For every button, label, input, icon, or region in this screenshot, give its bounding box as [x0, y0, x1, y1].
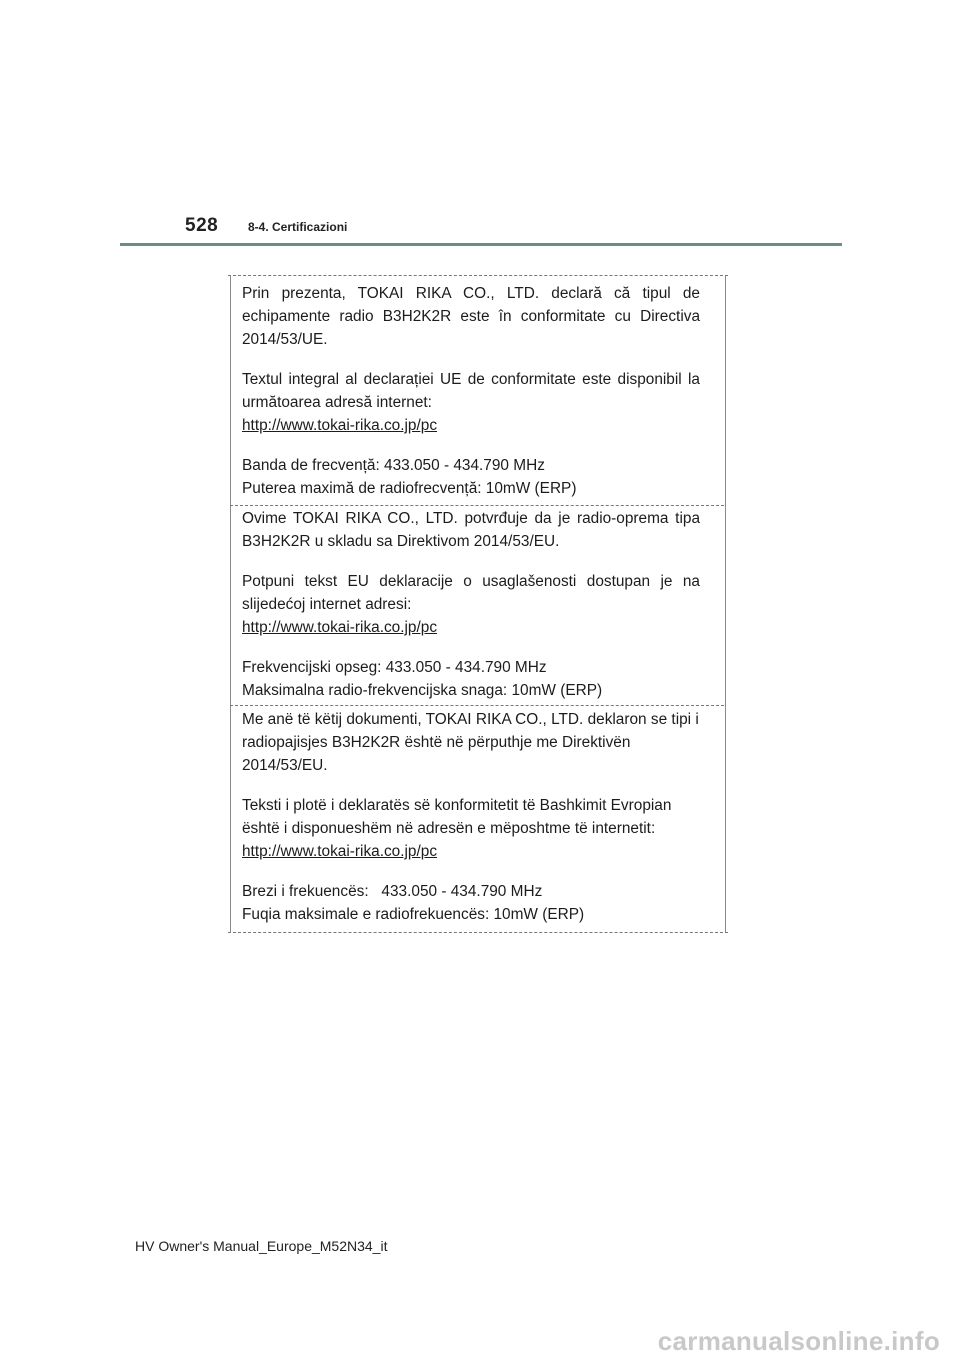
frequency-band: Brezi i frekuencës: 433.050 - 434.790 MHz — [242, 883, 543, 900]
section-title: 8-4. Certificazioni — [248, 220, 348, 234]
declaration-link[interactable]: http://www.tokai-rika.co.jp/pc — [242, 619, 438, 636]
frame-top-border — [228, 275, 728, 276]
page-header — [0, 0, 960, 250]
availability-text: Teksti i plotë i deklaratës së konformitetit të Bashkimit Evropian është i disponueshëm në adresën e mëposhtme të internetit: — [242, 797, 672, 837]
availability-text: Potpuni tekst EU deklaracije o usaglašenosti dostupan je na slijedećoj internet adresi: — [242, 573, 700, 613]
max-power: Fuqia maksimale e radiofrekuencës: 10mW (ERP) — [242, 906, 585, 923]
declaration-statement: Ovime TOKAI RIKA CO., LTD. potvrđuje da je radio-oprema tipa B3H2K2R u skladu sa Direktivom 2014/53/EU. — [242, 510, 700, 550]
frequency-band: Banda de frecvență: 433.050 - 434.790 MHz — [242, 457, 545, 474]
declaration-link[interactable]: http://www.tokai-rika.co.jp/pc — [242, 417, 438, 434]
availability-text: Textul integral al declarației UE de conformitate este disponibil la următoarea adresă internet: — [242, 371, 700, 411]
declaration-bosnian — [242, 507, 700, 719]
declaration-availability — [242, 794, 700, 863]
max-power: Puterea maximă de radiofrecvență: 10mW (ERP) — [242, 480, 577, 497]
frequency-info — [242, 880, 700, 926]
declaration-romanian — [242, 282, 700, 517]
declaration-link[interactable]: http://www.tokai-rika.co.jp/pc — [242, 843, 438, 860]
manual-footer: HV Owner's Manual_Europe_M52N34_it — [135, 1238, 388, 1254]
declaration-availability — [242, 570, 700, 639]
declaration-albanian — [242, 708, 700, 943]
max-power: Maksimalna radio-frekvencijska snaga: 10mW (ERP) — [242, 682, 603, 699]
declaration-statement: Prin prezenta, TOKAI RIKA CO., LTD. declară că tipul de echipamente radio B3H2K2R este în conformitate cu Directiva 2014/53/UE. — [242, 285, 700, 348]
frequency-info — [242, 656, 700, 702]
declaration-availability — [242, 368, 700, 437]
header-divider — [120, 243, 842, 246]
frequency-band: Frekvencijski opseg: 433.050 - 434.790 MHz — [242, 659, 547, 676]
watermark: carmanualsonline.info — [657, 1326, 940, 1356]
frequency-info — [242, 454, 700, 500]
page-number: 528 — [185, 215, 219, 236]
declaration-statement: Me anë të këtij dokumenti, TOKAI RIKA CO., LTD. deklaron se tipi i radiopajisjes B3H2K2R është në përputhje me Direktivën 2014/53/EU. — [242, 711, 699, 774]
